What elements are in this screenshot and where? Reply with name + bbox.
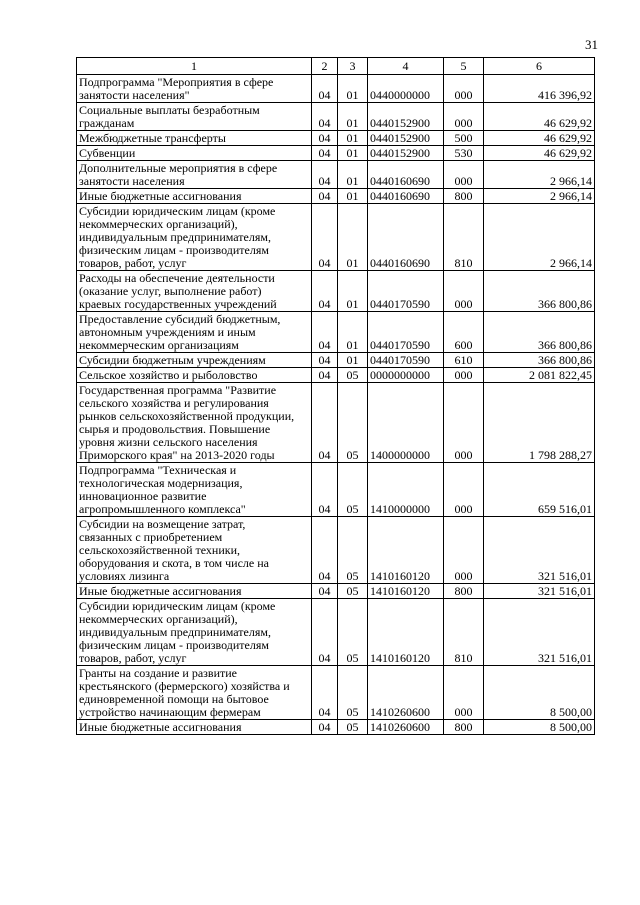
budget-table [76, 57, 595, 735]
row-name: Субвенции [77, 146, 312, 161]
row-type: 800 [444, 189, 484, 204]
row-section: 04 [312, 161, 338, 189]
row-name: Иные бюджетные ассигнования [77, 584, 312, 599]
table-row [77, 368, 595, 383]
row-code: 0440152900 [368, 131, 444, 146]
row-name: Государственная программа "Развитие сельского хозяйства и регулирования рынков сельскохозяйственной продукции, сырья и продовольствия. Повышение уровня жизни сельского населения Приморского края" на 2013-2020 годы [77, 383, 312, 463]
row-type: 810 [444, 204, 484, 271]
row-section: 04 [312, 463, 338, 517]
row-type: 000 [444, 103, 484, 131]
row-code: 0440152900 [368, 146, 444, 161]
table-row [77, 666, 595, 720]
row-amount: 2 966,14 [484, 204, 595, 271]
row-name: Расходы на обеспечение деятельности (оказание услуг, выполнение работ) краевых государственных учреждений [77, 271, 312, 312]
page-number: 31 [585, 37, 598, 52]
row-code: 0440152900 [368, 103, 444, 131]
row-subsection: 05 [338, 368, 368, 383]
row-type: 000 [444, 271, 484, 312]
row-code: 0440000000 [368, 75, 444, 103]
row-amount: 366 800,86 [484, 312, 595, 353]
row-code: 1410260600 [368, 720, 444, 735]
row-code: 0440160690 [368, 161, 444, 189]
row-amount: 46 629,92 [484, 146, 595, 161]
row-type: 000 [444, 463, 484, 517]
row-subsection: 01 [338, 204, 368, 271]
header-col-6: 6 [484, 58, 595, 75]
row-subsection: 01 [338, 312, 368, 353]
row-subsection: 05 [338, 463, 368, 517]
row-section: 04 [312, 103, 338, 131]
table-row [77, 584, 595, 599]
row-type: 610 [444, 353, 484, 368]
row-code: 0440160690 [368, 204, 444, 271]
row-code: 1410260600 [368, 666, 444, 720]
row-section: 04 [312, 666, 338, 720]
table-row [77, 131, 595, 146]
row-name: Подпрограмма "Техническая и технологическая модернизация, инновационное развитие агропромышленного комплекса" [77, 463, 312, 517]
row-amount: 416 396,92 [484, 75, 595, 103]
table-row [77, 383, 595, 463]
table-row [77, 517, 595, 584]
row-subsection: 05 [338, 584, 368, 599]
row-type: 810 [444, 599, 484, 666]
header-col-3: 3 [338, 58, 368, 75]
row-type: 500 [444, 131, 484, 146]
row-name: Сельское хозяйство и рыболовство [77, 368, 312, 383]
row-name: Предоставление субсидий бюджетным, автономным учреждениям и иным некоммерческим организациям [77, 312, 312, 353]
row-name: Межбюджетные трансферты [77, 131, 312, 146]
row-name: Дополнительные мероприятия в сфере занятости населения [77, 161, 312, 189]
row-subsection: 01 [338, 353, 368, 368]
row-subsection: 01 [338, 271, 368, 312]
row-amount: 2 966,14 [484, 161, 595, 189]
row-amount: 366 800,86 [484, 353, 595, 368]
row-amount: 659 516,01 [484, 463, 595, 517]
row-subsection: 01 [338, 161, 368, 189]
row-type: 530 [444, 146, 484, 161]
row-amount: 2 081 822,45 [484, 368, 595, 383]
row-section: 04 [312, 720, 338, 735]
row-code: 1410160120 [368, 584, 444, 599]
row-type: 000 [444, 368, 484, 383]
row-type: 000 [444, 517, 484, 584]
row-type: 800 [444, 584, 484, 599]
row-amount: 46 629,92 [484, 103, 595, 131]
header-col-4: 4 [368, 58, 444, 75]
table-row [77, 463, 595, 517]
table-row [77, 353, 595, 368]
row-section: 04 [312, 584, 338, 599]
row-subsection: 01 [338, 75, 368, 103]
row-type: 000 [444, 161, 484, 189]
row-code: 1400000000 [368, 383, 444, 463]
row-subsection: 01 [338, 146, 368, 161]
row-name: Иные бюджетные ассигнования [77, 189, 312, 204]
row-section: 04 [312, 312, 338, 353]
row-type: 000 [444, 75, 484, 103]
row-code: 0440170590 [368, 353, 444, 368]
row-code: 0440170590 [368, 312, 444, 353]
row-amount: 321 516,01 [484, 517, 595, 584]
row-section: 04 [312, 204, 338, 271]
row-section: 04 [312, 271, 338, 312]
row-amount: 8 500,00 [484, 720, 595, 735]
header-row [77, 58, 595, 75]
row-subsection: 05 [338, 720, 368, 735]
row-section: 04 [312, 383, 338, 463]
table-row [77, 146, 595, 161]
row-subsection: 05 [338, 383, 368, 463]
row-amount: 321 516,01 [484, 599, 595, 666]
row-type: 000 [444, 666, 484, 720]
header-col-5: 5 [444, 58, 484, 75]
row-code: 0440170590 [368, 271, 444, 312]
table-header [77, 58, 595, 75]
row-name: Субсидии юридическим лицам (кроме некоммерческих организаций), индивидуальным предпринимателям, физическим лицам - производителям товаров, работ, услуг [77, 599, 312, 666]
row-subsection: 01 [338, 131, 368, 146]
row-amount: 8 500,00 [484, 666, 595, 720]
row-amount: 2 966,14 [484, 189, 595, 204]
row-section: 04 [312, 189, 338, 204]
row-code: 1410160120 [368, 517, 444, 584]
header-col-2: 2 [312, 58, 338, 75]
table-row [77, 271, 595, 312]
table-row [77, 161, 595, 189]
row-section: 04 [312, 517, 338, 584]
row-name: Субсидии на возмещение затрат, связанных с приобретением сельскохозяйственной техники, оборудования и скота, в том числе на условиях лизинга [77, 517, 312, 584]
row-section: 04 [312, 75, 338, 103]
table-row [77, 189, 595, 204]
table-row [77, 75, 595, 103]
row-amount: 366 800,86 [484, 271, 595, 312]
row-section: 04 [312, 368, 338, 383]
row-code: 1410000000 [368, 463, 444, 517]
row-name: Субсидии бюджетным учреждениям [77, 353, 312, 368]
table-row [77, 720, 595, 735]
row-type: 000 [444, 383, 484, 463]
table-row [77, 599, 595, 666]
row-section: 04 [312, 131, 338, 146]
row-subsection: 05 [338, 599, 368, 666]
row-amount: 321 516,01 [484, 584, 595, 599]
row-name: Субсидии юридическим лицам (кроме некоммерческих организаций), индивидуальным предпринимателям, физическим лицам - производителям товаров, работ, услуг [77, 204, 312, 271]
row-name: Гранты на создание и развитие крестьянского (фермерского) хозяйства и единовременной помощи на бытовое устройство начинающим фермерам [77, 666, 312, 720]
row-name: Подпрограмма "Мероприятия в сфере занятости населения" [77, 75, 312, 103]
row-amount: 46 629,92 [484, 131, 595, 146]
table-row [77, 312, 595, 353]
row-section: 04 [312, 146, 338, 161]
table-row [77, 204, 595, 271]
row-name: Социальные выплаты безработным гражданам [77, 103, 312, 131]
row-code: 0000000000 [368, 368, 444, 383]
row-type: 800 [444, 720, 484, 735]
row-code: 1410160120 [368, 599, 444, 666]
row-subsection: 05 [338, 666, 368, 720]
row-code: 0440160690 [368, 189, 444, 204]
row-subsection: 01 [338, 103, 368, 131]
row-section: 04 [312, 353, 338, 368]
row-amount: 1 798 288,27 [484, 383, 595, 463]
row-subsection: 01 [338, 189, 368, 204]
row-subsection: 05 [338, 517, 368, 584]
row-section: 04 [312, 599, 338, 666]
header-col-1: 1 [77, 58, 312, 75]
table-row [77, 103, 595, 131]
table-body [77, 75, 595, 735]
row-name: Иные бюджетные ассигнования [77, 720, 312, 735]
row-type: 600 [444, 312, 484, 353]
